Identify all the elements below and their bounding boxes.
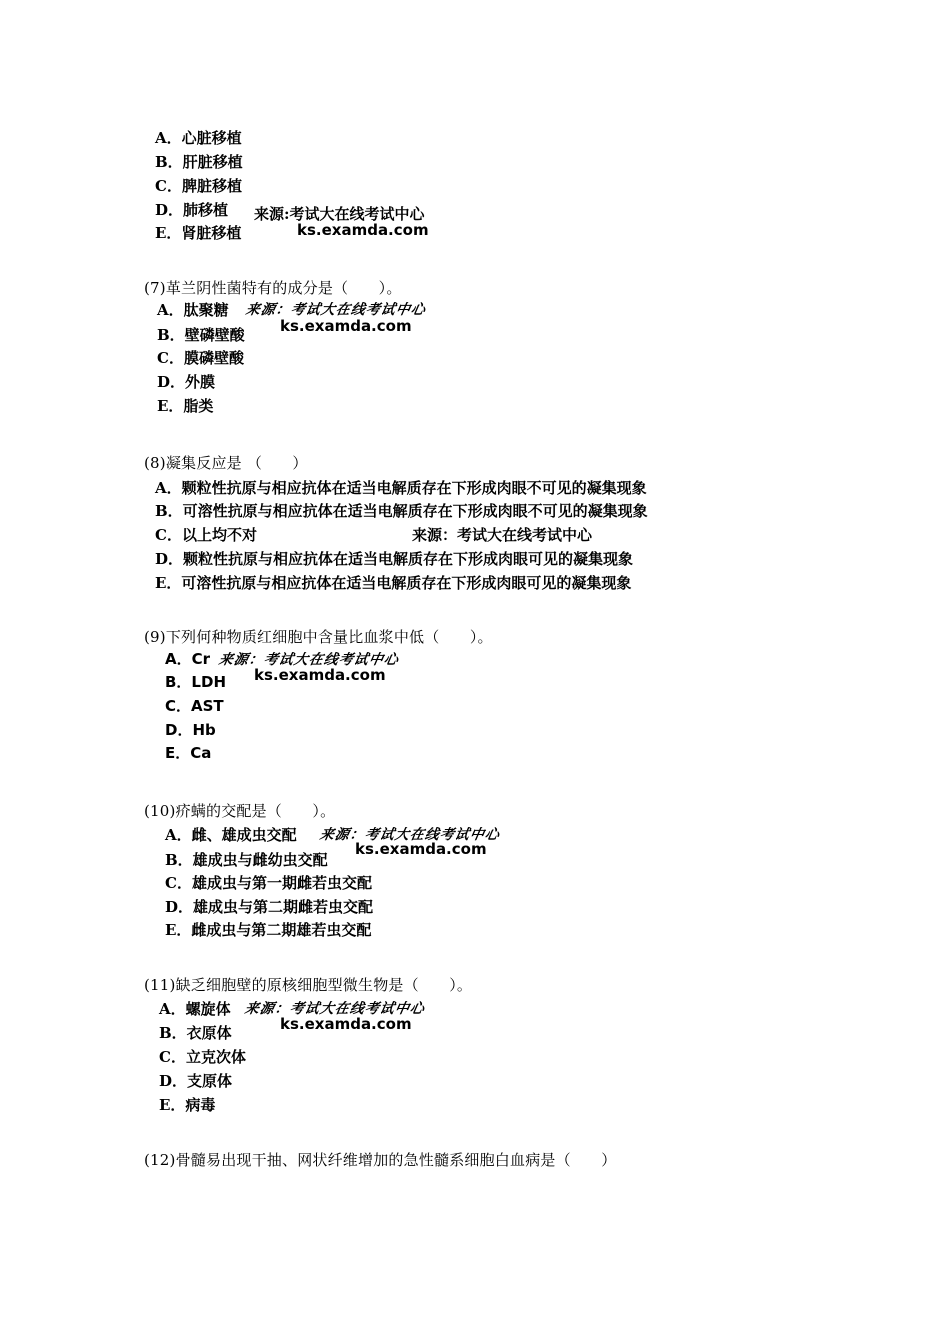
q9-option-e: E．Ca (165, 744, 212, 762)
q10-source-watermark: 来源：考试大在线考试中心 (318, 827, 502, 843)
q8-option-c: C．以上均不对 (155, 526, 257, 544)
q6-option-b: B．肝脏移植 (155, 153, 243, 171)
q9-question: (9)下列何种物质红细胞中含量比血浆中低（ ）。 (144, 628, 493, 646)
q9-source-url: ks.examda.com (254, 666, 386, 684)
q7-option-c: C．膜磷壁酸 (157, 349, 244, 367)
q7-question: (7)革兰阴性菌特有的成分是（ ）。 (144, 279, 402, 297)
q6-source-url: ks.examda.com (297, 221, 429, 239)
q7-source-url: ks.examda.com (280, 317, 412, 335)
q9-option-c: C．AST (165, 697, 224, 715)
q10-option-c: C．雄成虫与第一期雌若虫交配 (165, 874, 372, 892)
q8-option-b: B．可溶性抗原与相应抗体在适当电解质存在下形成肉眼不可见的凝集现象 (155, 502, 648, 520)
q8-question: (8)凝集反应是 （ ） (144, 454, 308, 472)
q8-option-d: D．颗粒性抗原与相应抗体在适当电解质存在下形成肉眼可见的凝集现象 (155, 550, 634, 568)
q8-option-e: E．可溶性抗原与相应抗体在适当电解质存在下形成肉眼可见的凝集现象 (155, 574, 632, 592)
q11-option-d: D．支原体 (159, 1072, 233, 1090)
q10-option-a: A．雌、雄成虫交配 (165, 826, 297, 844)
q6-source-watermark: 来源:考试大在线考试中心 (254, 205, 425, 223)
q10-option-e: E．雌成虫与第二期雄若虫交配 (165, 921, 372, 939)
q11-source-url: ks.examda.com (280, 1015, 412, 1033)
q8-source-watermark: 来源：考试大在线考试中心 (412, 526, 593, 544)
q7-option-e: E．脂类 (157, 397, 214, 415)
q7-option-b: B．壁磷壁酸 (157, 326, 245, 344)
q10-option-b: B．雄成虫与雌幼虫交配 (165, 851, 328, 869)
q11-option-b: B．衣原体 (159, 1024, 232, 1042)
q9-option-d: D．Hb (165, 721, 216, 739)
q6-option-c: C．脾脏移植 (155, 177, 242, 195)
q11-option-a: A．螺旋体 (159, 1000, 231, 1018)
q10-option-d: D．雄成虫与第二期雌若虫交配 (165, 898, 374, 916)
q11-option-e: E．病毒 (159, 1096, 216, 1114)
q9-option-a: A．Cr (165, 650, 211, 668)
q7-option-d: D．外膜 (157, 373, 216, 391)
q11-source-watermark: 来源：考试大在线考试中心 (243, 1001, 427, 1017)
q11-option-c: C．立克次体 (159, 1048, 246, 1066)
q10-question: (10)疥螨的交配是（ ）。 (144, 802, 336, 820)
q7-option-a: A．肽聚糖 (157, 301, 229, 319)
q8-option-a: A．颗粒性抗原与相应抗体在适当电解质存在下形成肉眼不可见的凝集现象 (155, 479, 647, 497)
q7-source-watermark: 来源：考试大在线考试中心 (244, 302, 428, 318)
q12-question: (12)骨髓易出现干抽、网状纤维增加的急性髓系细胞白血病是（ ） (144, 1151, 617, 1169)
q10-source-url: ks.examda.com (355, 840, 487, 858)
q9-option-b: B．LDH (165, 673, 226, 691)
q6-option-a: A．心脏移植 (155, 129, 242, 147)
q11-question: (11)缺乏细胞壁的原核细胞型微生物是（ ）。 (144, 976, 473, 994)
q6-option-d: D．肺移植 (155, 201, 229, 219)
q9-source-watermark: 来源：考试大在线考试中心 (217, 652, 401, 668)
q6-option-e: E．肾脏移植 (155, 224, 242, 242)
